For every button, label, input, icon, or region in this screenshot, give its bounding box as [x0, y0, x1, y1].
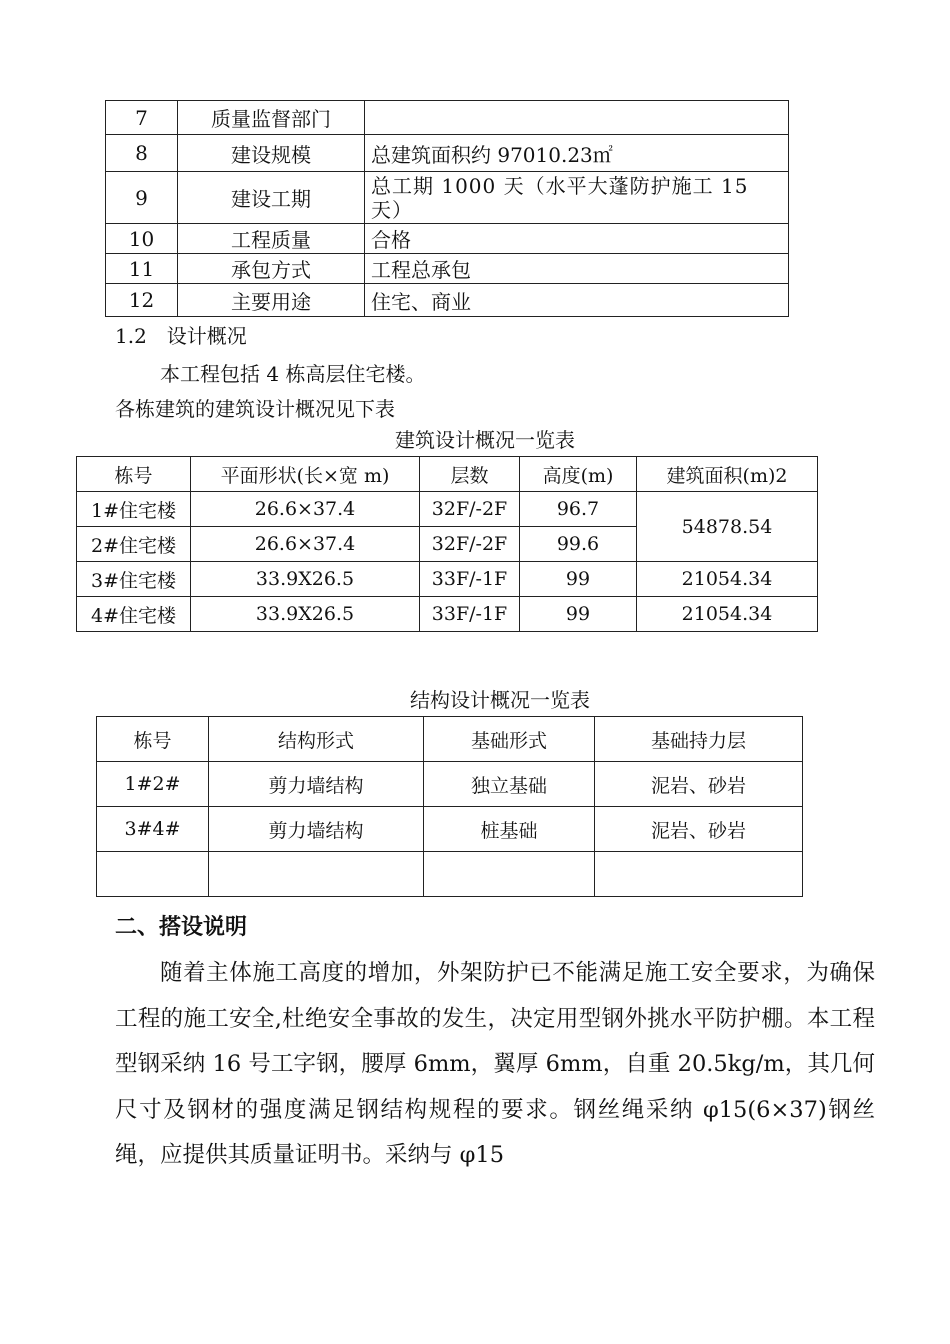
structure-cell: 剪力墙结构	[209, 807, 424, 852]
table-header-row	[77, 457, 818, 492]
row-item: 质量监督部门	[178, 101, 365, 135]
design-intro-line: 本工程包括 4 栋高层住宅楼。	[160, 362, 426, 386]
building-cell: 4#住宅楼	[77, 597, 191, 632]
table-row	[106, 135, 789, 172]
building-cell: 1#2#	[97, 762, 209, 807]
row-item: 工程质量	[178, 224, 365, 254]
column-header: 基础形式	[424, 717, 595, 762]
foundation-cell: 独立基础	[424, 762, 595, 807]
table-row	[77, 597, 818, 632]
table-header-row	[97, 717, 803, 762]
height-cell: 99.6	[520, 527, 637, 562]
table-row	[97, 807, 803, 852]
area-cell: 21054.34	[637, 597, 818, 632]
shape-cell: 33.9X26.5	[191, 597, 420, 632]
shape-cell: 26.6×37.4	[191, 527, 420, 562]
floors-cell: 33F/-1F	[420, 562, 520, 597]
row-item: 承包方式	[178, 254, 365, 284]
table-row	[97, 852, 803, 897]
design-intro-line: 各栋建筑的建筑设计概况见下表	[115, 397, 395, 421]
building-cell: 1#住宅楼	[77, 492, 191, 527]
table-row	[97, 762, 803, 807]
floors-cell: 32F/-2F	[420, 527, 520, 562]
erection-paragraph: 随着主体施工高度的增加，外架防护已不能满足施工安全要求，为确保工程的施工安全,杜绝安全事故的发生，决定用型钢外挑水平防护棚。本工程型钢采纳 16 号工字钢，腰厚 6mm，翼厚 6mm，自重 20.5kg/m，其几何尺寸及钢材的强度满足钢结构规程的要求。钢丝绳采纳 φ15(6×37)钢丝绳，应提供其质量证明书。采纳与 φ15	[115, 960, 875, 1168]
shape-cell: 33.9X26.5	[191, 562, 420, 597]
column-header: 层数	[420, 457, 520, 492]
project-info-table	[105, 100, 789, 317]
arch-design-table	[76, 456, 818, 632]
row-value: 工程总承包	[365, 254, 789, 284]
table-row	[77, 492, 818, 527]
structure-cell	[209, 852, 424, 897]
foundation-cell: 桩基础	[424, 807, 595, 852]
table-row	[106, 254, 789, 284]
area-cell-merged: 54878.54	[637, 492, 818, 562]
column-header: 栋号	[97, 717, 209, 762]
row-item: 建设工期	[178, 172, 365, 224]
row-value: 合格	[365, 224, 789, 254]
area-cell: 21054.34	[637, 562, 818, 597]
column-header: 栋号	[77, 457, 191, 492]
row-value: 住宅、商业	[365, 284, 789, 317]
arch-table-caption: 建筑设计概况一览表	[395, 428, 575, 452]
height-cell: 99	[520, 562, 637, 597]
column-header: 基础持力层	[595, 717, 803, 762]
table-row	[77, 562, 818, 597]
section-heading: 二、搭设说明	[115, 915, 248, 940]
row-number: 9	[106, 172, 178, 224]
column-header: 结构形式	[209, 717, 424, 762]
structure-cell: 剪力墙结构	[209, 762, 424, 807]
table-row	[106, 284, 789, 317]
foundation-cell	[424, 852, 595, 897]
column-header: 高度(m)	[520, 457, 637, 492]
row-item: 主要用途	[178, 284, 365, 317]
bearing-cell	[595, 852, 803, 897]
height-cell: 96.7	[520, 492, 637, 527]
row-value: 总建筑面积约 97010.23㎡	[365, 135, 789, 172]
shape-cell: 26.6×37.4	[191, 492, 420, 527]
row-value	[365, 101, 789, 135]
column-header: 建筑面积(m)2	[637, 457, 818, 492]
bearing-cell: 泥岩、砂岩	[595, 762, 803, 807]
section-title: 1.2 设计概况	[115, 324, 247, 348]
building-cell: 2#住宅楼	[77, 527, 191, 562]
row-item: 建设规模	[178, 135, 365, 172]
floors-cell: 32F/-2F	[420, 492, 520, 527]
row-number: 8	[106, 135, 178, 172]
row-number: 12	[106, 284, 178, 317]
row-number: 10	[106, 224, 178, 254]
height-cell: 99	[520, 597, 637, 632]
building-cell: 3#住宅楼	[77, 562, 191, 597]
row-number: 7	[106, 101, 178, 135]
column-header: 平面形状(长×宽 m)	[191, 457, 420, 492]
bearing-cell: 泥岩、砂岩	[595, 807, 803, 852]
struct-table-caption: 结构设计概况一览表	[410, 688, 590, 712]
table-row	[106, 224, 789, 254]
table-row	[106, 101, 789, 135]
table-row	[106, 172, 789, 224]
building-cell	[97, 852, 209, 897]
row-number: 11	[106, 254, 178, 284]
floors-cell: 33F/-1F	[420, 597, 520, 632]
row-value: 总工期 1000 天（水平大蓬防护施工 15 天）	[365, 172, 789, 224]
struct-design-table	[96, 716, 803, 897]
building-cell: 3#4#	[97, 807, 209, 852]
